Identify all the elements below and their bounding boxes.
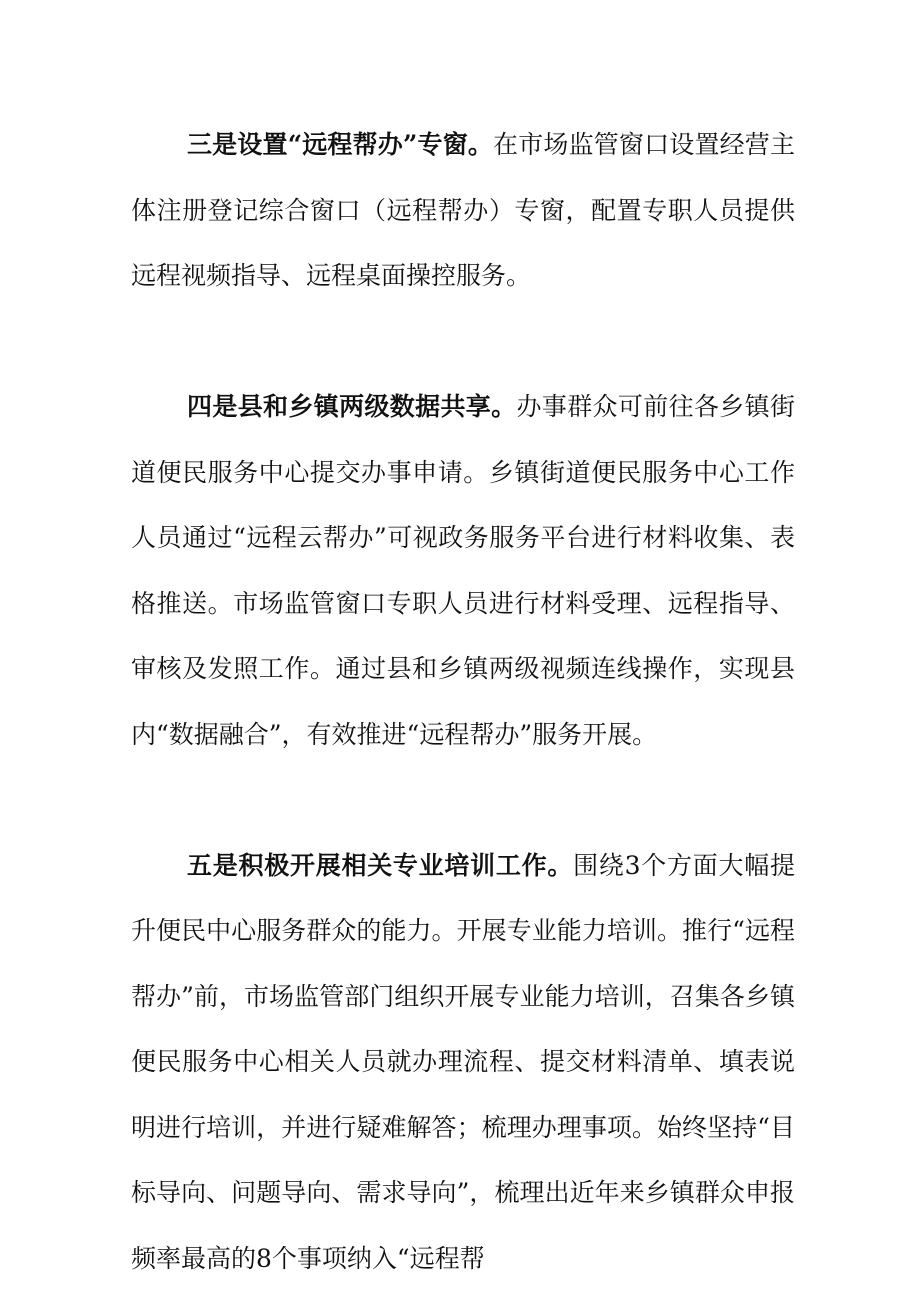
paragraph-remote-help-window xyxy=(131,112,795,309)
paragraph-training xyxy=(131,833,795,1292)
paragraph-heading: 三是设置“远程帮办”专窗。 xyxy=(187,130,494,159)
paragraph-text: 在市场监管窗口设置经营主体注册登记综合窗口（远程帮办）专窗，配置专职人员提供远程视频指导、远程桌面操控服务。 xyxy=(131,130,795,290)
document-body xyxy=(131,112,795,1291)
paragraph-heading: 四是县和乡镇两级数据共享。 xyxy=(187,392,517,421)
paragraph-heading: 五是积极开展相关专业培训工作。 xyxy=(187,850,574,880)
paragraph-text: 围绕3个方面大幅提升便民中心服务群众的能力。开展专业能力培训。推行“远程帮办”前，市场监管部门组织开展专业能力培训，召集各乡镇便民服务中心相关人员就办理流程、提交材料清单、填表说明进行培训，并进行疑难解答；梳理办理事项。始终坚持“目标导向、问题导向、需求导向”，梳理出近年来乡镇群众申报频率最高的8个事项纳入“远程帮 xyxy=(131,850,795,1273)
paragraph-text: 办事群众可前往各乡镇街道便民服务中心提交办事申请。乡镇街道便民服务中心工作人员通过“远程云帮办”可视政务服务平台进行材料收集、表格推送。市场监管窗口专职人员进行材料受理、远程指导、审核及发照工作。通过县和乡镇两级视频连线操作，实现县内“数据融合”，有效推进“远程帮办”服务开展。 xyxy=(131,392,795,749)
paragraph-data-sharing xyxy=(131,374,795,767)
